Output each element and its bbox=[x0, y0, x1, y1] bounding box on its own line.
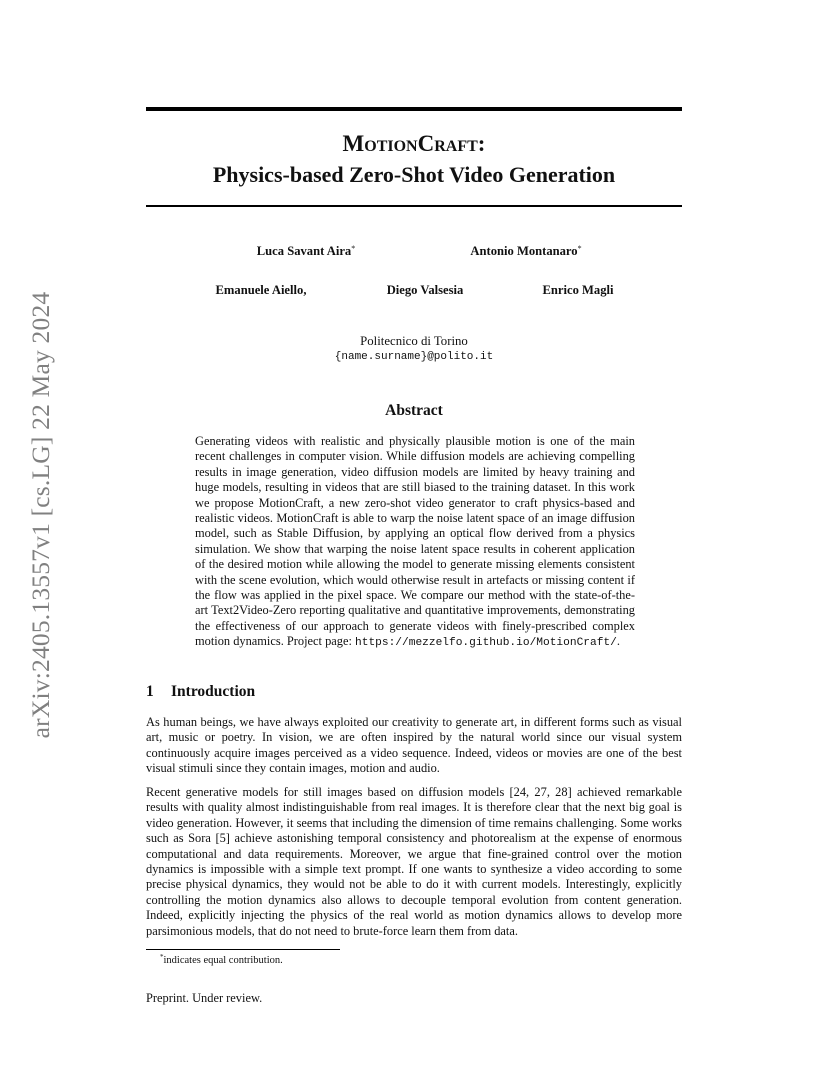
author-email: {name.surname}@polito.it bbox=[334, 351, 494, 363]
author-2-name: Antonio Montanaro bbox=[470, 244, 578, 258]
intro-paragraph-1: As human beings, we have always exploited our creativity to generate art, in different forms such as visual art, music or poetry. In vision, we are often inspired by the natural world since our visual system continuously acquire images perceived as a video sequence. Indeed, videos or movies are one of the best visual stimuli since they contain images, motion and audio. bbox=[146, 715, 682, 776]
footnote-text: indicates equal contribution. bbox=[163, 955, 283, 966]
author-2 bbox=[470, 244, 581, 259]
arxiv-identifier-text: arXiv:2405.13557v1 [cs.LG] 22 May 2024 bbox=[26, 291, 55, 739]
author-1 bbox=[257, 244, 355, 259]
section-heading-introduction bbox=[146, 683, 255, 701]
section-number: 1 bbox=[146, 683, 154, 700]
author-5-name: Enrico Magli bbox=[542, 283, 614, 297]
abstract-body-text: Generating videos with realistic and physically plausible motion is one of the main recent challenges in computer vision. While diffusion models are achieving compelling results in image generation, video diffusion models are limited by heavy training and huge models, resulting in videos that are still biased to the training dataset. In this work we propose MotionCraft, a new zero-shot video generator to craft physics-based and realistic videos. MotionCraft is able to warp the noise latent space of an image diffusion model, such as Stable Diffusion, by applying an optical flow derived from a physics simulation. We show that warping the noise latent space results in coherent application of the desired motion while allowing the model to generate missing elements consistent with the scene evolution, which would otherwise result in artefacts or missing content if the flow was applied in the pixel space. We compare our method with the state-of-the-art Text2Video-Zero reporting qualitative and quantitative improvements, demonstrating the effectiveness of our approach to generate videos with finely-prescribed complex motion dynamics. Project page: bbox=[195, 434, 635, 649]
author-4 bbox=[387, 283, 464, 298]
paper-title-line2: Physics-based Zero-Shot Video Generation bbox=[212, 162, 616, 187]
author-2-mark: * bbox=[577, 244, 582, 253]
abstract-heading: Abstract bbox=[385, 402, 443, 419]
preprint-notice: Preprint. Under review. bbox=[146, 991, 263, 1005]
affiliation: Politecnico di Torino bbox=[360, 334, 468, 348]
author-3-name: Emanuele Aiello, bbox=[215, 283, 307, 297]
paper-title-line1: MotionCraft: bbox=[342, 131, 486, 156]
paper-title bbox=[146, 128, 682, 190]
section-title: Introduction bbox=[171, 683, 256, 700]
author-1-mark: * bbox=[351, 244, 356, 253]
title-top-rule bbox=[146, 107, 682, 111]
author-3 bbox=[216, 283, 307, 298]
author-1-name: Luca Savant Aira bbox=[256, 244, 352, 258]
project-page-link[interactable]: https://mezzelfo.github.io/MotionCraft/ bbox=[355, 637, 617, 650]
title-bottom-rule bbox=[146, 205, 682, 207]
footnote bbox=[160, 953, 283, 966]
author-4-name: Diego Valsesia bbox=[386, 283, 464, 297]
abstract-end-period: . bbox=[616, 634, 620, 649]
footnote-mark: * bbox=[160, 953, 164, 961]
author-5 bbox=[542, 283, 613, 298]
footnote-rule bbox=[146, 949, 340, 950]
intro-paragraph-2: Recent generative models for still images based on diffusion models [24, 27, 28] achieved remarkable results with quality almost indistinguishable from real images. It is therefore clear that the next big goal is video generation. However, it seems that including the dimension of time remains challenging. Some works such as Sora [5] achieve astonishing temporal consistency and photorealism at the expense of enormous computational and data requirements. Moreover, we argue that fine-grained control over the motion dynamics is impossible with a simple text prompt. If one wants to synthesize a video according to some precise physical dynamics, they would not be able to do it with current models. Interestingly, explicitly controlling the motion dynamics also allows to decouple temporal evolution from content generation. Indeed, explicitly injecting the physics of the real world as motion dynamics allows to develop more parsimonious models, that do not need to brute-force learn them from data. bbox=[146, 785, 682, 938]
abstract-text bbox=[195, 434, 635, 652]
